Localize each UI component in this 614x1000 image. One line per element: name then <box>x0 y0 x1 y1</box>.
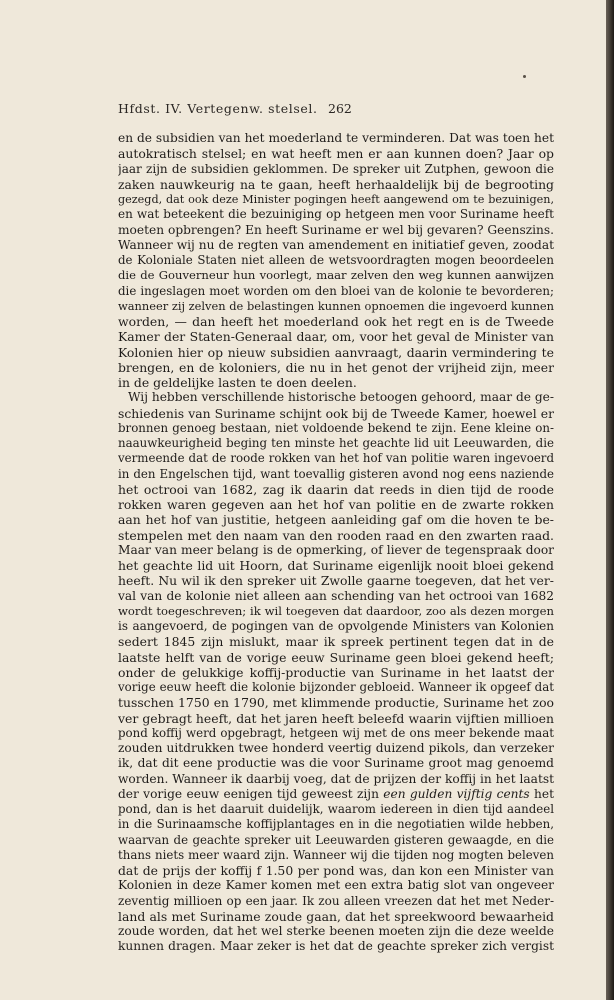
text-line: worden. Wanneer ik daarbij voeg, dat de prijzen der koffij in het laatst <box>118 771 554 786</box>
text-line: die de Gouverneur hun voorlegt, maar zelven den weg kunnen aanwijzen <box>118 268 554 283</box>
page-number: 262 <box>328 101 352 116</box>
text-line: is aangevoerd, de pogingen van de opvolgende Ministers van Kolonien <box>118 619 554 633</box>
ink-speck <box>523 75 526 78</box>
text-line: naauwkeurigheid beging ten minste het geachte lid uit Leeuwarden, die <box>118 436 554 450</box>
text-line: worden, — dan heeft het moederland ook het regt en is de Tweede <box>118 314 554 329</box>
text-segment: der vorige eeuw eenigen tijd geweest zijn <box>118 786 384 801</box>
text-line: waarvan de geachte spreker uit Leeuwarden gisteren gewaagde, en die <box>118 832 554 847</box>
text-line: Kolonien in deze Kamer komen met een extra batig slot van ongeveer <box>118 878 554 893</box>
body-text <box>118 131 554 955</box>
text-line: jaar zijn de subsidien geklommen. De spreker uit Zutphen, gewoon die <box>118 161 554 176</box>
text-line: en de subsidien van het moederland te verminderen. Dat was toen het <box>118 131 554 145</box>
text-line: zouden uitdrukken twee honderd veertig duizend pikols, dan verzeker <box>118 741 554 755</box>
text-line: zoude worden, dat het wel sterke beenen moeten zijn die deze weelde <box>118 924 554 938</box>
text-line: pond koffij werd opgebragt, hetgeen wij met de ons meer bekende maat <box>118 725 554 740</box>
text-line: moeten opbrengen? En heeft Suriname er wel bij gevaren? Geenszins. <box>118 222 554 237</box>
text-line: pond, dan is het daaruit duidelijk, waarom iedereen in dien tijd aandeel <box>118 802 554 816</box>
text-line: wordt toegeschreven; ik wil toegeven dat daardoor, zoo als dezen morgen <box>118 603 554 618</box>
text-line: ik, dat dit eene productie was die voor Suriname groot mag genoemd <box>118 756 554 771</box>
text-line: kunnen dragen. Maar zeker is het dat de geachte spreker zich vergist <box>118 939 554 954</box>
text-line: het octrooi van 1682, zag ik daarin dat reeds in dien tijd de roode <box>118 481 554 497</box>
text-line: schiedenis van Suriname schijnt ook bij de Tweede Kamer, hoewel er <box>118 405 554 421</box>
text-line: sedert 1845 zijn mislukt, maar ik spreek pertinent tegen dat in de <box>118 634 554 650</box>
text-line: in de geldelijke lasten te doen deelen. <box>118 375 357 390</box>
text-line: vorige eeuw heeft die kolonie bijzonder gebloeid. Wanneer ik opgeef dat <box>118 680 554 694</box>
text-line: aan het hof van justitie, hetgeen aanleiding gaf om die hoven te be- <box>118 512 554 528</box>
text-line: dat de prijs der koffij f 1.50 per pond was, dan kon een Minister van <box>118 863 554 878</box>
text-segment: het <box>529 786 554 801</box>
text-line: brengen, en de koloniers, die nu in het genot der vrijheid zijn, meer <box>118 359 554 375</box>
text-line: zaken nauwkeurig na te gaan, heeft herhaaldelijk bij de begrooting <box>118 176 554 192</box>
text-line: heeft. Nu wil ik den spreker uit Zwolle gaarne toegeven, dat het ver- <box>118 573 554 589</box>
text-line: laatste helft van de vorige eeuw Suriname geen bloei gekend heeft; <box>118 649 554 665</box>
text-line: stempelen met den naam van den rooden raad en den zwarten raad. <box>118 527 554 543</box>
text-line: Wanneer wij nu de regten van amendement en initiatief geven, zoodat <box>118 237 554 252</box>
text-line: thans niets meer waard zijn. Wanneer wij die tijden nog mogten beleven <box>118 847 554 862</box>
text-line: en wat beteekent die bezuiniging op hetgeen men voor Suriname heeft <box>118 207 554 222</box>
text-line: land als met Suriname zoude gaan, dat het spreekwoord bewaarheid <box>118 908 554 924</box>
italic-phrase: een gulden vijftig cents <box>383 786 530 801</box>
text-line: Wij hebben verschillende historische betoogen gehoord, maar de ge- <box>128 390 554 405</box>
text-line: de Koloniale Staten niet alleen de wetsvoordragten mogen beoordeelen <box>118 253 554 267</box>
text-line: die ingeslagen moet worden om den bloei van de kolonie te bevorderen; <box>118 283 554 298</box>
text-line: zeventig millioen op een jaar. Ik zou alleen vreezen dat het met Neder- <box>118 893 554 908</box>
text-line: Kamer der Staten-Generaal daar, om, voor het geval de Minister van <box>118 329 554 345</box>
text-line: in die Surinaamsche koffijplantages en in die negotiatien wilde hebben, <box>118 817 554 832</box>
text-line: onder de gelukkige koffij-productie van Suriname in het laatst der <box>118 664 554 680</box>
text-line: ver gebragt heeft, dat het jaren heeft beleefd waarin vijftien millioen <box>118 710 554 726</box>
text-line: in den Engelschen tijd, want toevallig gisteren avond nog eens naziende <box>118 466 554 481</box>
text-line: bronnen genoeg bestaan, niet voldoende bekend te zijn. Eene kleine on- <box>118 420 554 435</box>
text-line: rokken waren gegeven aan het hof van politie en de zwarte rokken <box>118 497 554 512</box>
text-line: tusschen 1750 en 1790, met klimmende productie, Suriname het zoo <box>118 695 554 711</box>
text-line: autokratisch stelsel; en wat heeft men er aan kunnen doen? Jaar op <box>118 146 554 162</box>
chapter-title: Hfdst. IV. Vertegenw. stelsel. <box>118 101 318 116</box>
text-line: Maar van meer belang is de opmerking, of liever de tegenspraak door <box>118 542 554 557</box>
running-head <box>118 101 538 119</box>
text-line: vermeende dat de roode rokken van het hof van politie waren ingevoerd <box>118 451 554 466</box>
text-line: Kolonien hier op nieuw subsidien aanvraagt, daarin vermindering te <box>118 344 554 360</box>
text-line: het geachte lid uit Hoorn, dat Suriname eigenlijk nooit bloei gekend <box>118 558 554 573</box>
text-line: val van de kolonie niet alleen aan schending van het octrooi van 1682 <box>118 588 554 603</box>
page-edge-shadow <box>606 0 614 1000</box>
text-line: gezegd, dat ook deze Minister pogingen heeft aangewend om te bezuinigen, <box>118 193 554 206</box>
text-line <box>118 787 554 802</box>
text-line: wanneer zij zelven de belastingen kunnen opnoemen die ingevoerd kunnen <box>118 298 554 313</box>
